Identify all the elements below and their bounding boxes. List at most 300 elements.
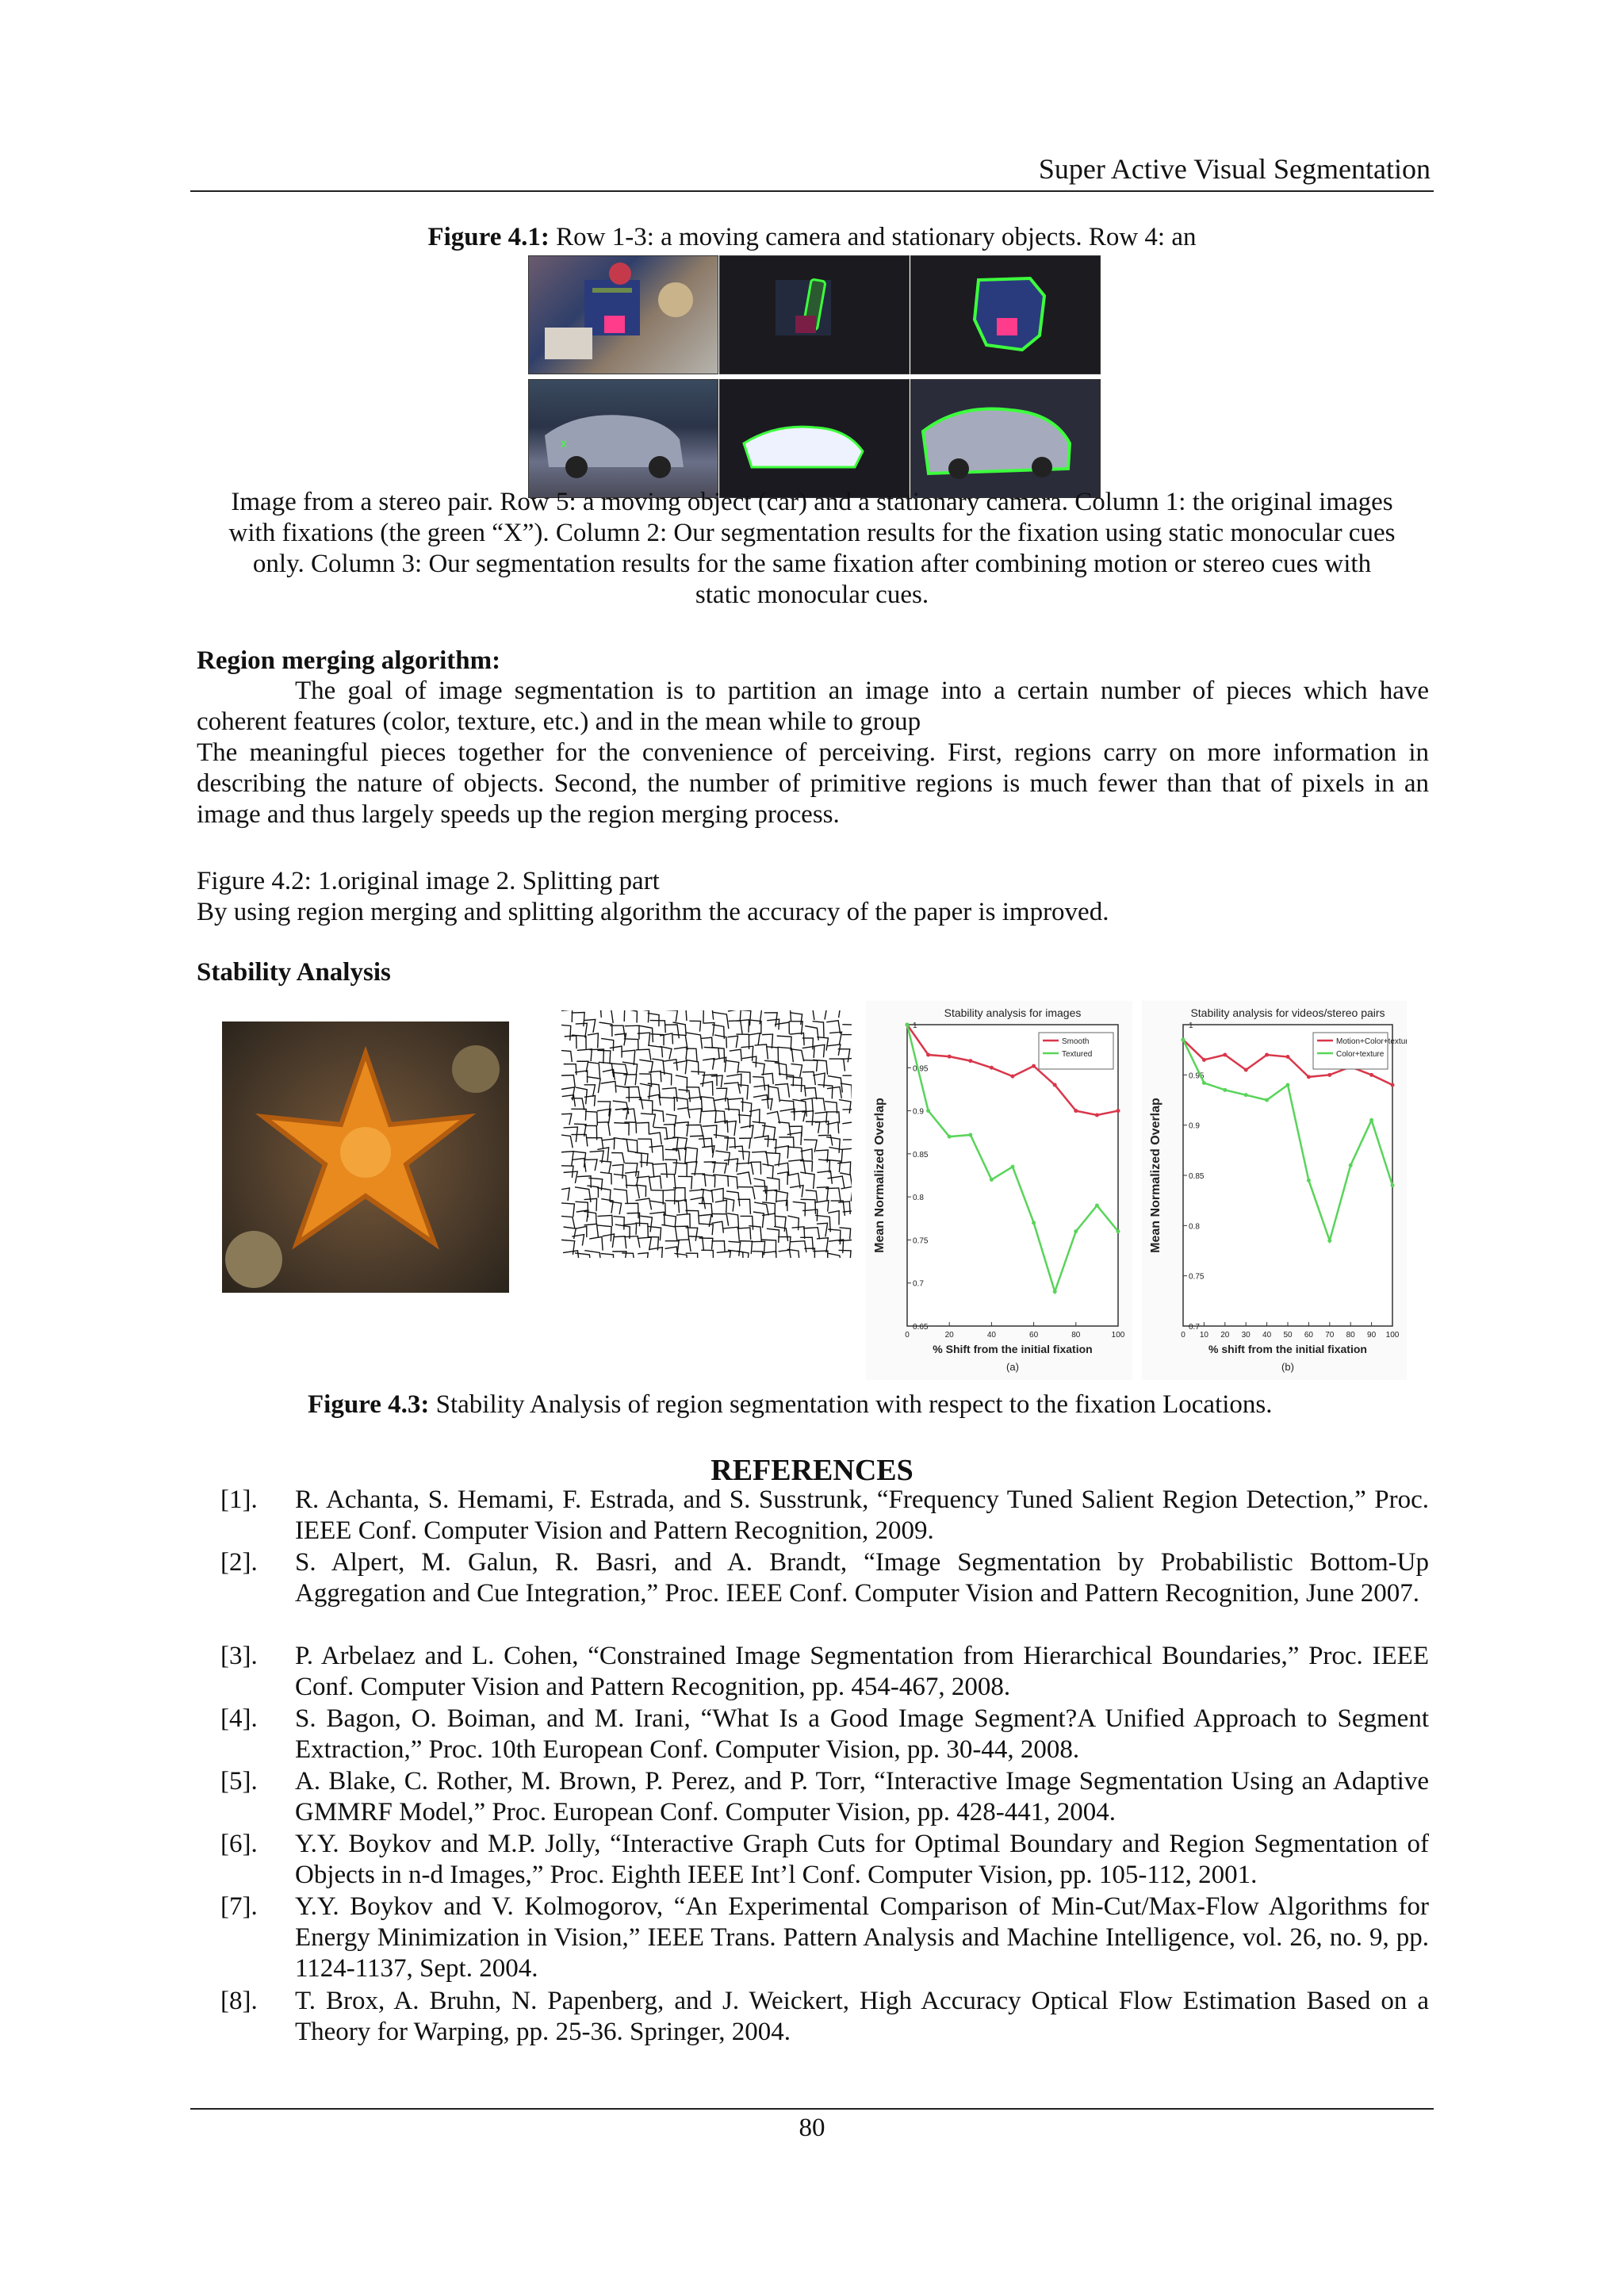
reference-number: [5]. bbox=[220, 1767, 258, 1796]
region-boundary bbox=[588, 1062, 599, 1078]
region-boundary bbox=[775, 1063, 787, 1079]
region-boundary bbox=[665, 1247, 678, 1258]
region-boundary bbox=[793, 1202, 806, 1216]
figure-4-1-caption-top bbox=[190, 222, 1434, 253]
region-boundary bbox=[818, 1085, 833, 1099]
region-boundary bbox=[727, 1213, 739, 1228]
x-tick-label: 90 bbox=[1367, 1331, 1377, 1340]
region-boundary bbox=[712, 1213, 729, 1225]
region-boundary bbox=[614, 1189, 628, 1204]
x-tick-label: 10 bbox=[1199, 1331, 1208, 1340]
region-boundary bbox=[699, 1224, 713, 1235]
figure-4-3-caption-text: Stability Analysis of region segmentation with respect to the fixation Locations. bbox=[435, 1390, 1273, 1419]
x-tick-label: 0 bbox=[905, 1331, 910, 1340]
data-point bbox=[1053, 1083, 1057, 1087]
region-merging-heading: Region merging algorithm: bbox=[197, 646, 501, 675]
data-point bbox=[1286, 1055, 1290, 1059]
figure-4-2-caption: Figure 4.2: 1.original image 2. Splitting part bbox=[197, 867, 660, 895]
combined-segmentation-illustration bbox=[911, 256, 1100, 374]
region-boundary bbox=[589, 1236, 603, 1250]
region-boundary bbox=[626, 1010, 637, 1023]
stability-chart-images-svg bbox=[866, 1001, 1132, 1380]
data-point bbox=[1032, 1221, 1036, 1225]
region-boundary bbox=[599, 1022, 612, 1037]
region-boundary bbox=[827, 1176, 844, 1188]
x-tick-label: 30 bbox=[1241, 1331, 1251, 1340]
chart-title: Stability analysis for videos/stereo pairs bbox=[1190, 1006, 1385, 1019]
region-boundary bbox=[624, 1122, 636, 1133]
data-point bbox=[1032, 1064, 1036, 1068]
region-boundary bbox=[774, 1226, 788, 1240]
region-boundary bbox=[624, 1039, 638, 1050]
data-point bbox=[1327, 1073, 1331, 1077]
x-tick-label: 0 bbox=[1181, 1331, 1185, 1340]
figure-4-1-caption-line5: static monocular cues. bbox=[695, 581, 929, 609]
x-tick-label: 20 bbox=[1220, 1331, 1230, 1340]
region-boundary bbox=[691, 1174, 706, 1186]
region-boundary bbox=[639, 1099, 653, 1114]
region-boundary bbox=[665, 1201, 680, 1213]
region-boundary bbox=[779, 1010, 791, 1021]
car-combined-segmentation-illustration bbox=[911, 380, 1100, 497]
region-boundary bbox=[791, 1013, 802, 1025]
region-boundary bbox=[600, 1254, 613, 1258]
x-tick-label: 20 bbox=[944, 1331, 954, 1340]
reference-text: S. Alpert, M. Galun, R. Basri, and A. Brandt, “Image Segmentation by Probabilistic Bottom-Up Aggregation and Cue Integration,” Proc. IEEE Conf. Computer Vision and Pattern Recognition, June 2007. bbox=[295, 1548, 1429, 1608]
region-boundary bbox=[711, 1048, 725, 1063]
region-boundary bbox=[664, 1010, 678, 1022]
region-boundary bbox=[801, 1098, 814, 1113]
region-boundary bbox=[596, 1225, 611, 1241]
y-tick-label: 0.75 bbox=[913, 1236, 929, 1246]
region-boundary bbox=[561, 1010, 573, 1022]
figure-4-1-image-car-combined bbox=[910, 379, 1101, 498]
region-boundary bbox=[825, 1159, 840, 1172]
region-boundary bbox=[839, 1100, 851, 1114]
region-boundary bbox=[665, 1025, 679, 1038]
region-boundary bbox=[738, 1187, 755, 1200]
region-merging-paragraph-2: The meaningful pieces together for the convenience of perceiving. First, regions carry on more information in describing the nature of objects. Second, the number of primitive regions is much fewer than that of pixels in an image and thus largely speeds up the region merging process. bbox=[197, 738, 1429, 829]
region-boundary bbox=[665, 1149, 680, 1160]
region-boundary bbox=[813, 1098, 825, 1110]
data-point bbox=[1202, 1058, 1206, 1062]
figure-4-3-caption bbox=[308, 1389, 1273, 1420]
region-boundary bbox=[774, 1146, 788, 1159]
stability-analysis-heading: Stability Analysis bbox=[197, 958, 391, 987]
region-boundary bbox=[699, 1138, 713, 1153]
region-boundary bbox=[564, 1064, 576, 1075]
region-boundary bbox=[717, 1251, 731, 1258]
region-boundary bbox=[576, 1087, 587, 1104]
region-boundary bbox=[571, 1098, 584, 1110]
region-boundary bbox=[775, 1022, 789, 1034]
region-boundary bbox=[561, 1216, 575, 1228]
region-boundary bbox=[829, 1032, 841, 1045]
region-boundary bbox=[753, 1121, 765, 1137]
region-boundary bbox=[691, 1071, 704, 1087]
region-boundary bbox=[763, 1251, 776, 1258]
region-boundary bbox=[686, 1253, 698, 1258]
region-boundary bbox=[749, 1033, 760, 1045]
data-point bbox=[1095, 1114, 1099, 1117]
x-tick-label: 40 bbox=[1262, 1331, 1272, 1340]
region-boundary bbox=[791, 1111, 805, 1121]
reference-text: Y.Y. Boykov and M.P. Jolly, “Interactive Graph Cuts for Optimal Boundary and Region Segmentation of Objects in n-d Images,” Proc. Eighth IEEE Int’l Conf. Computer Vision, pp. 105-112, 2001. bbox=[295, 1830, 1429, 1889]
region-boundary bbox=[787, 1133, 802, 1145]
reference-text: Y.Y. Boykov and V. Kolmogorov, “An Experimental Comparison of Min-Cut/Max-Flow Algorithms for Energy Minimization in Vision,” IEEE Trans. Pattern Analysis and Machine Intelligence, vol. 26, no. 9, pp. 1124-1137, Sept. 2004. bbox=[295, 1892, 1429, 1983]
reference-number: [2]. bbox=[220, 1548, 258, 1577]
region-boundary bbox=[611, 1152, 624, 1163]
reference-number: [6]. bbox=[220, 1830, 258, 1858]
region-boundary bbox=[788, 1159, 806, 1174]
footer-rule bbox=[190, 2108, 1434, 2110]
region-boundary bbox=[701, 1250, 713, 1258]
region-boundary bbox=[753, 1077, 765, 1091]
data-point bbox=[1074, 1109, 1078, 1113]
y-axis-label: Mean Normalized Overlap bbox=[873, 1098, 887, 1253]
reference-text: R. Achanta, S. Hemami, F. Estrada, and S. Susstrunk, “Frequency Tuned Salient Region Detection,” Proc. IEEE Conf. Computer Vision and Pattern Recognition, 2009. bbox=[295, 1485, 1429, 1545]
reference-text: A. Blake, C. Rother, M. Brown, P. Perez, and P. Torr, “Interactive Image Segmentation Using an Adaptive GMMRF Model,” Proc. European Conf. Computer Vision, pp. 428-441, 2004. bbox=[295, 1767, 1429, 1826]
region-boundary bbox=[636, 1049, 651, 1060]
y-tick-label: 0.95 bbox=[1189, 1071, 1205, 1081]
region-boundary bbox=[663, 1060, 677, 1071]
data-point bbox=[1391, 1083, 1395, 1087]
y-tick-label: 0.8 bbox=[913, 1194, 924, 1203]
region-boundary bbox=[571, 1134, 588, 1146]
page-number: 80 bbox=[799, 2114, 825, 2142]
region-boundary bbox=[637, 1122, 649, 1134]
region-boundary bbox=[649, 1248, 663, 1258]
region-boundary bbox=[575, 1202, 588, 1217]
region-merging-p1-line2: coherent features (color, texture, etc.) and in the mean while to group bbox=[197, 707, 921, 736]
region-boundary bbox=[842, 1148, 852, 1162]
static-segmentation-illustration bbox=[720, 256, 909, 374]
x-tick-label: 80 bbox=[1071, 1331, 1081, 1340]
region-boundary bbox=[561, 1075, 575, 1088]
region-boundary bbox=[702, 1037, 713, 1048]
data-point bbox=[1011, 1075, 1015, 1079]
region-boundary bbox=[817, 1171, 832, 1183]
figure-4-1-image-toys-original bbox=[528, 255, 718, 374]
region-boundary bbox=[601, 1081, 616, 1092]
data-point bbox=[1391, 1183, 1395, 1187]
region-boundary bbox=[737, 1020, 749, 1033]
region-boundary bbox=[730, 1049, 741, 1061]
region-boundary bbox=[677, 1108, 690, 1118]
region-boundary bbox=[817, 1238, 828, 1252]
region-boundary bbox=[779, 1109, 795, 1121]
region-boundary bbox=[701, 1097, 716, 1111]
region-boundary bbox=[827, 1045, 841, 1056]
region-boundary bbox=[597, 1215, 612, 1226]
region-boundary bbox=[664, 1190, 675, 1204]
region-boundary bbox=[613, 1217, 624, 1230]
region-merging-p1-line1: The goal of image segmentation is to partition an image into a certain number of pieces which have bbox=[295, 677, 1429, 705]
data-point bbox=[990, 1066, 994, 1070]
data-point bbox=[990, 1178, 994, 1182]
region-boundary bbox=[724, 1121, 736, 1137]
region-boundary bbox=[726, 1060, 739, 1073]
header-rule bbox=[190, 190, 1434, 192]
data-point bbox=[948, 1055, 952, 1059]
x-axis-label: % Shift from the initial fixation bbox=[933, 1343, 1093, 1355]
y-tick-label: 1 bbox=[913, 1022, 917, 1030]
region-boundary bbox=[790, 1126, 802, 1137]
data-point bbox=[1369, 1073, 1373, 1077]
region-boundary bbox=[615, 1086, 630, 1102]
plot-area bbox=[907, 1025, 1118, 1326]
reference-number: [8]. bbox=[220, 1987, 258, 2015]
region-boundary bbox=[638, 1253, 648, 1258]
x-tick-label: 60 bbox=[1029, 1331, 1039, 1340]
figure-4-1-caption-line2: Image from a stereo pair. Row 5: a moving object (car) and a stationary camera. Column 1: the original images bbox=[231, 488, 1393, 516]
region-boundary bbox=[561, 1114, 572, 1125]
region-boundary bbox=[622, 1253, 634, 1258]
region-boundary bbox=[841, 1058, 852, 1071]
region-boundary bbox=[584, 1159, 597, 1171]
x-tick-label: 70 bbox=[1325, 1331, 1335, 1340]
figure-4-2-text: By using region merging and splitting algorithm the accuracy of the paper is improved. bbox=[197, 898, 1109, 926]
splitting-part-image bbox=[561, 1010, 852, 1258]
region-boundary bbox=[564, 1171, 578, 1183]
region-boundary bbox=[612, 1164, 623, 1179]
region-boundary bbox=[704, 1162, 715, 1173]
region-boundary bbox=[635, 1223, 648, 1238]
data-point bbox=[1223, 1088, 1227, 1092]
data-point bbox=[948, 1135, 952, 1139]
region-boundary bbox=[842, 1121, 852, 1135]
region-boundary bbox=[815, 1010, 827, 1019]
region-boundary bbox=[729, 1021, 742, 1033]
region-boundary bbox=[775, 1084, 789, 1098]
data-point bbox=[1327, 1239, 1331, 1243]
starfish-illustration bbox=[222, 1022, 509, 1293]
x-tick-label: 100 bbox=[1385, 1331, 1400, 1340]
region-boundary bbox=[660, 1072, 672, 1086]
region-boundary bbox=[588, 1010, 601, 1018]
region-boundary bbox=[787, 1147, 802, 1159]
y-tick-label: 0.95 bbox=[913, 1064, 929, 1074]
data-point bbox=[926, 1109, 930, 1113]
region-boundary bbox=[814, 1045, 825, 1057]
figure-4-1-image-toys-combined bbox=[910, 255, 1101, 374]
legend-label: Smooth bbox=[1062, 1037, 1090, 1046]
figure-4-1-image-car-static bbox=[719, 379, 910, 498]
region-boundary bbox=[610, 1046, 622, 1057]
region-boundary bbox=[661, 1098, 675, 1111]
x-tick-label: 80 bbox=[1346, 1331, 1355, 1340]
region-boundary bbox=[754, 1136, 769, 1147]
region-boundary bbox=[752, 1152, 768, 1166]
data-point bbox=[1307, 1179, 1311, 1182]
reference-number: [4]. bbox=[220, 1704, 258, 1733]
region-boundary bbox=[841, 1186, 852, 1201]
region-boundary bbox=[800, 1172, 814, 1189]
region-boundary bbox=[689, 1021, 700, 1031]
region-boundary bbox=[685, 1210, 699, 1224]
region-boundary bbox=[561, 1203, 574, 1217]
y-tick-label: 0.75 bbox=[1189, 1272, 1205, 1282]
region-boundary bbox=[575, 1187, 591, 1202]
y-axis-label: Mean Normalized Overlap bbox=[1149, 1098, 1162, 1253]
data-point bbox=[1244, 1068, 1248, 1072]
region-boundary bbox=[561, 1135, 573, 1148]
region-boundary bbox=[761, 1098, 772, 1110]
region-boundary bbox=[840, 1173, 852, 1188]
region-boundary bbox=[800, 1161, 812, 1172]
region-boundary bbox=[639, 1060, 653, 1073]
data-point bbox=[1202, 1081, 1206, 1085]
region-boundary bbox=[813, 1060, 827, 1075]
region-boundary bbox=[625, 1025, 639, 1039]
y-tick-label: 1 bbox=[1189, 1022, 1193, 1030]
region-boundary bbox=[826, 1010, 841, 1018]
region-boundary bbox=[625, 1163, 638, 1177]
y-tick-label: 0.9 bbox=[1189, 1121, 1200, 1131]
data-point bbox=[1116, 1229, 1120, 1233]
region-boundary bbox=[728, 1010, 741, 1021]
region-boundary bbox=[678, 1240, 691, 1251]
data-point bbox=[1244, 1093, 1248, 1097]
data-point bbox=[1265, 1098, 1269, 1102]
legend-label: Textured bbox=[1062, 1050, 1093, 1059]
region-boundary bbox=[703, 1059, 714, 1070]
region-boundary bbox=[767, 1112, 779, 1124]
region-boundary bbox=[803, 1060, 818, 1071]
region-boundary bbox=[686, 1148, 697, 1163]
chart-sublabel: (b) bbox=[1281, 1361, 1294, 1373]
figure-4-1-caption-bottom bbox=[190, 487, 1434, 611]
y-tick-label: 0.85 bbox=[1189, 1172, 1205, 1181]
chart-sublabel: (a) bbox=[1006, 1361, 1019, 1373]
region-boundary bbox=[739, 1138, 751, 1148]
data-point bbox=[1182, 1038, 1185, 1042]
car-static-segmentation-illustration bbox=[720, 380, 909, 497]
region-boundary bbox=[714, 1035, 726, 1048]
data-point bbox=[1011, 1165, 1015, 1169]
reference-text: S. Bagon, O. Boiman, and M. Irani, “What Is a Good Image Segment?A Unified Approach to Segment Extraction,” Proc. 10th European Conf. Computer Vision, pp. 30-44, 2008. bbox=[295, 1704, 1429, 1764]
region-boundary bbox=[676, 1200, 687, 1215]
reference-text: T. Brox, A. Bruhn, N. Papenberg, and J. Weickert, High Accuracy Optical Flow Estimation Based on a Theory for Warping, pp. 25-36. Springer, 2004. bbox=[295, 1987, 1429, 2046]
x-axis-label: % shift from the initial fixation bbox=[1208, 1343, 1367, 1355]
car-scene-illustration bbox=[529, 380, 718, 497]
x-tick-label: 100 bbox=[1111, 1331, 1125, 1340]
starfish-original-image bbox=[222, 1022, 509, 1293]
region-boundary bbox=[588, 1033, 599, 1048]
region-boundary bbox=[699, 1238, 713, 1249]
region-boundary bbox=[738, 1151, 749, 1163]
region-boundary bbox=[584, 1085, 596, 1097]
y-tick-label: 0.65 bbox=[913, 1323, 929, 1332]
region-boundary bbox=[626, 1185, 639, 1198]
figure-4-1-caption-line4: only. Column 3: Our segmentation results for the same fixation after combining motion or stereo cues with bbox=[252, 550, 1372, 578]
legend-label: Color+texture bbox=[1336, 1050, 1385, 1059]
stability-chart-videos bbox=[1142, 1001, 1407, 1380]
region-boundary bbox=[636, 1176, 651, 1190]
region-boundary bbox=[638, 1139, 653, 1153]
region-boundary bbox=[790, 1186, 803, 1198]
region-boundary bbox=[842, 1025, 852, 1039]
region-boundary bbox=[648, 1013, 659, 1026]
region-boundary bbox=[802, 1071, 816, 1085]
region-boundary bbox=[676, 1214, 690, 1228]
region-boundary bbox=[614, 1123, 629, 1136]
data-point bbox=[926, 1053, 930, 1057]
region-boundary bbox=[649, 1146, 664, 1161]
region-boundary bbox=[585, 1111, 597, 1125]
region-boundary bbox=[614, 1236, 626, 1249]
data-point bbox=[1307, 1075, 1311, 1079]
region-boundary bbox=[660, 1033, 672, 1045]
region-boundary bbox=[613, 1101, 629, 1114]
region-boundary bbox=[649, 1176, 661, 1189]
region-boundary bbox=[673, 1061, 687, 1075]
region-boundary bbox=[676, 1122, 688, 1137]
region-boundary bbox=[597, 1122, 610, 1136]
region-boundary bbox=[703, 1125, 717, 1138]
region-boundary bbox=[779, 1250, 791, 1258]
region-boundary bbox=[584, 1211, 596, 1224]
region-boundary bbox=[703, 1110, 716, 1122]
region-boundary bbox=[572, 1035, 586, 1049]
data-point bbox=[1349, 1163, 1353, 1167]
y-tick-label: 0.9 bbox=[913, 1107, 924, 1117]
region-boundary bbox=[700, 1082, 713, 1096]
region-boundary bbox=[689, 1190, 703, 1204]
region-boundary bbox=[791, 1085, 806, 1097]
figure-4-1-image-toys-static bbox=[719, 255, 910, 374]
running-header: Super Active Visual Segmentation bbox=[1038, 153, 1431, 185]
region-boundary bbox=[753, 1085, 768, 1099]
region-boundary bbox=[690, 1136, 705, 1148]
region-boundary bbox=[831, 1201, 845, 1216]
region-boundary bbox=[664, 1125, 675, 1137]
region-boundary bbox=[686, 1228, 698, 1241]
references-heading: REFERENCES bbox=[710, 1454, 914, 1487]
region-boundary bbox=[561, 1152, 573, 1166]
region-boundary bbox=[575, 1071, 588, 1083]
toys-scene-illustration bbox=[529, 256, 718, 374]
region-boundary bbox=[638, 1010, 649, 1022]
region-boundary bbox=[787, 1076, 802, 1092]
region-boundary bbox=[622, 1109, 636, 1124]
region-boundary bbox=[674, 1253, 688, 1258]
region-boundary bbox=[625, 1203, 638, 1218]
region-boundary bbox=[839, 1228, 850, 1240]
region-boundary bbox=[577, 1049, 592, 1061]
data-point bbox=[1074, 1229, 1078, 1233]
region-boundary bbox=[829, 1059, 845, 1071]
data-point bbox=[968, 1059, 972, 1063]
region-boundary bbox=[561, 1025, 571, 1041]
region-boundary bbox=[674, 1047, 688, 1060]
region-boundary bbox=[842, 1110, 852, 1121]
y-tick-label: 0.7 bbox=[1189, 1323, 1200, 1332]
region-boundary bbox=[829, 1240, 844, 1253]
region-boundary bbox=[737, 1172, 751, 1185]
figure-4-1-caption-line1: Row 1-3: a moving camera and stationary objects. Row 4: an bbox=[556, 223, 1197, 251]
reference-number: [7]. bbox=[220, 1892, 258, 1921]
region-boundary bbox=[841, 1010, 852, 1018]
region-boundary bbox=[778, 1236, 791, 1250]
region-boundary bbox=[587, 1138, 603, 1149]
svg-text:x: x bbox=[561, 437, 567, 450]
data-point bbox=[906, 1023, 910, 1027]
region-boundary bbox=[699, 1214, 711, 1227]
region-boundary bbox=[599, 1010, 613, 1023]
region-boundary bbox=[561, 1050, 572, 1062]
reference-number: [3]. bbox=[220, 1642, 258, 1670]
